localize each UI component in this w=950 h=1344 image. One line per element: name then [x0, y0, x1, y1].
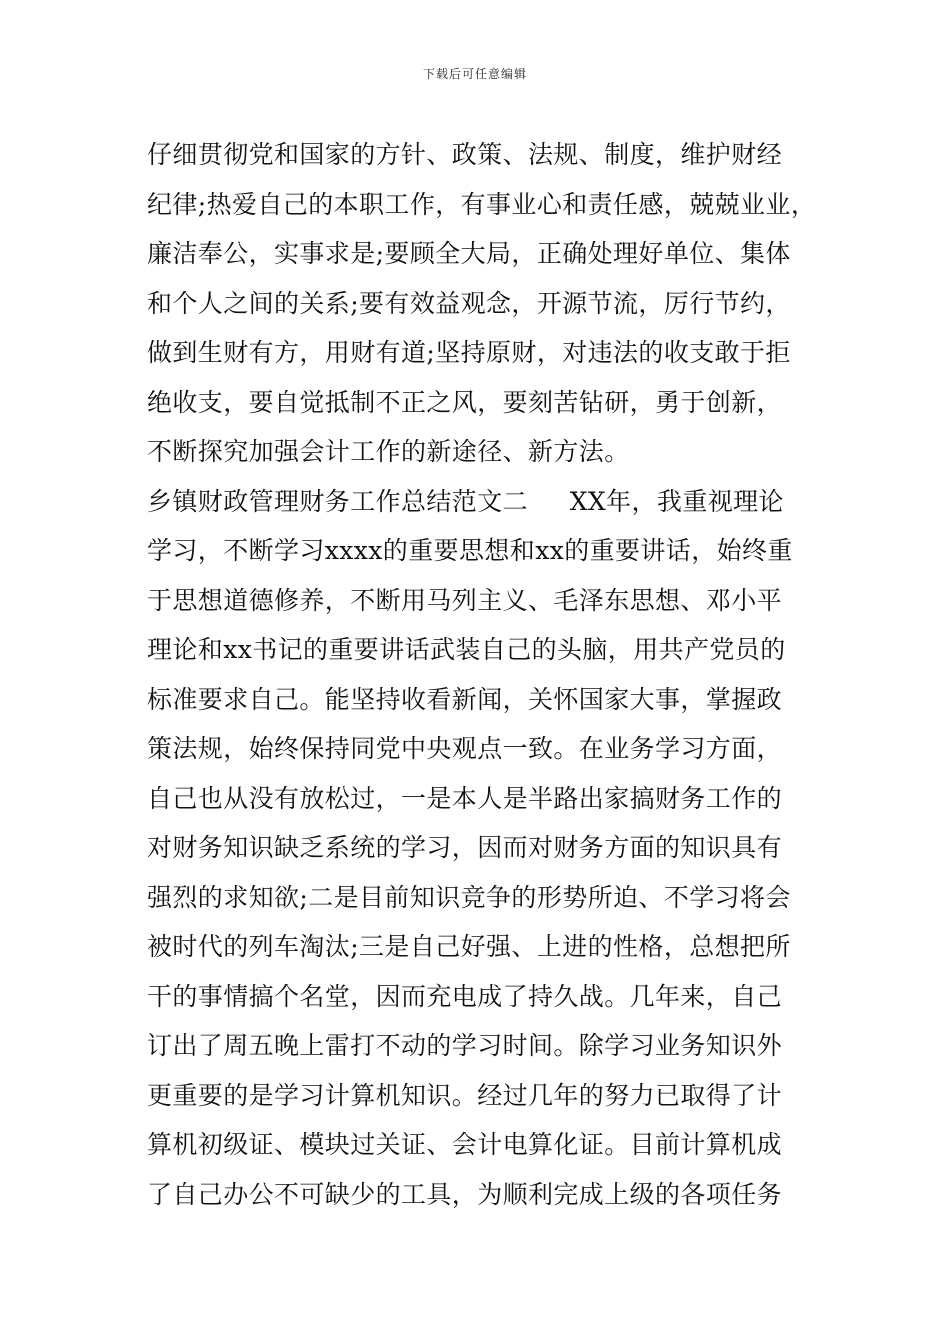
text-line: 做到生财有方，用财有道;坚持原财，对违法的收支敢于拒 [147, 338, 791, 367]
text-line: 自己也从没有放松过，一是本人是半路出家搞财务工作的 [147, 783, 783, 813]
document-body [147, 130, 837, 1219]
text-line: 和个人之间的关系;要有效益观念，开源节流，厉行节约， [147, 288, 791, 318]
text-line: 订出了周五晚上雷打不动的学习时间。除学习业务知识外 [147, 1031, 783, 1060]
text-line: 绝收支，要自觉抵制不正之风，要刻苦钻研，勇于创新， [147, 387, 783, 417]
section-heading-line: 乡镇财政管理财务工作总结范文二 XX年，我重视理论 [147, 486, 784, 516]
text-line: 于思想道德修养，不断用马列主义、毛泽东思想、邓小平 [147, 585, 783, 615]
text-line: 理论和xx书记的重要讲话武装自己的头脑，用共产党员的 [147, 635, 786, 664]
text-line: 廉洁奉公，实事求是;要顾全大局，正确处理好单位、集体 [147, 239, 791, 268]
text-line: 纪律;热爱自己的本职工作，有事业心和责任感，兢兢业业， [147, 189, 817, 219]
text-line: 被时代的列车淘汰;三是自己好强、上进的性格，总想把所 [147, 932, 791, 961]
text-line: 干的事情搞个名堂，因而充电成了持久战。几年来，自己 [147, 981, 783, 1011]
text-line: 标准要求自己。能坚持收看新闻，关怀国家大事，掌握政 [147, 684, 783, 714]
text-line: 不断探究加强会计工作的新途径、新方法。 [147, 437, 630, 466]
page-header: 下载后可任意编辑 [422, 67, 527, 81]
text-line: 更重要的是学习计算机知识。经过几年的努力已取得了计 [147, 1080, 783, 1110]
text-line: 策法规，始终保持同党中央观点一致。在业务学习方面， [147, 734, 783, 763]
text-line: 仔细贯彻党和国家的方针、政策、法规、制度，维护财经 [147, 140, 783, 169]
text-line: 算机初级证、模块过关证、会计电算化证。目前计算机成 [147, 1130, 783, 1159]
text-line: 了自己办公不可缺少的工具，为顺利完成上级的各项任务 [147, 1179, 783, 1209]
text-line: 对财务知识缺乏系统的学习，因而对财务方面的知识具有 [147, 833, 783, 862]
text-line: 学习，不断学习xxxx的重要思想和xx的重要讲话，始终重 [147, 536, 793, 565]
text-line: 强烈的求知欲;二是目前知识竞争的形势所迫、不学习将会 [147, 882, 791, 912]
